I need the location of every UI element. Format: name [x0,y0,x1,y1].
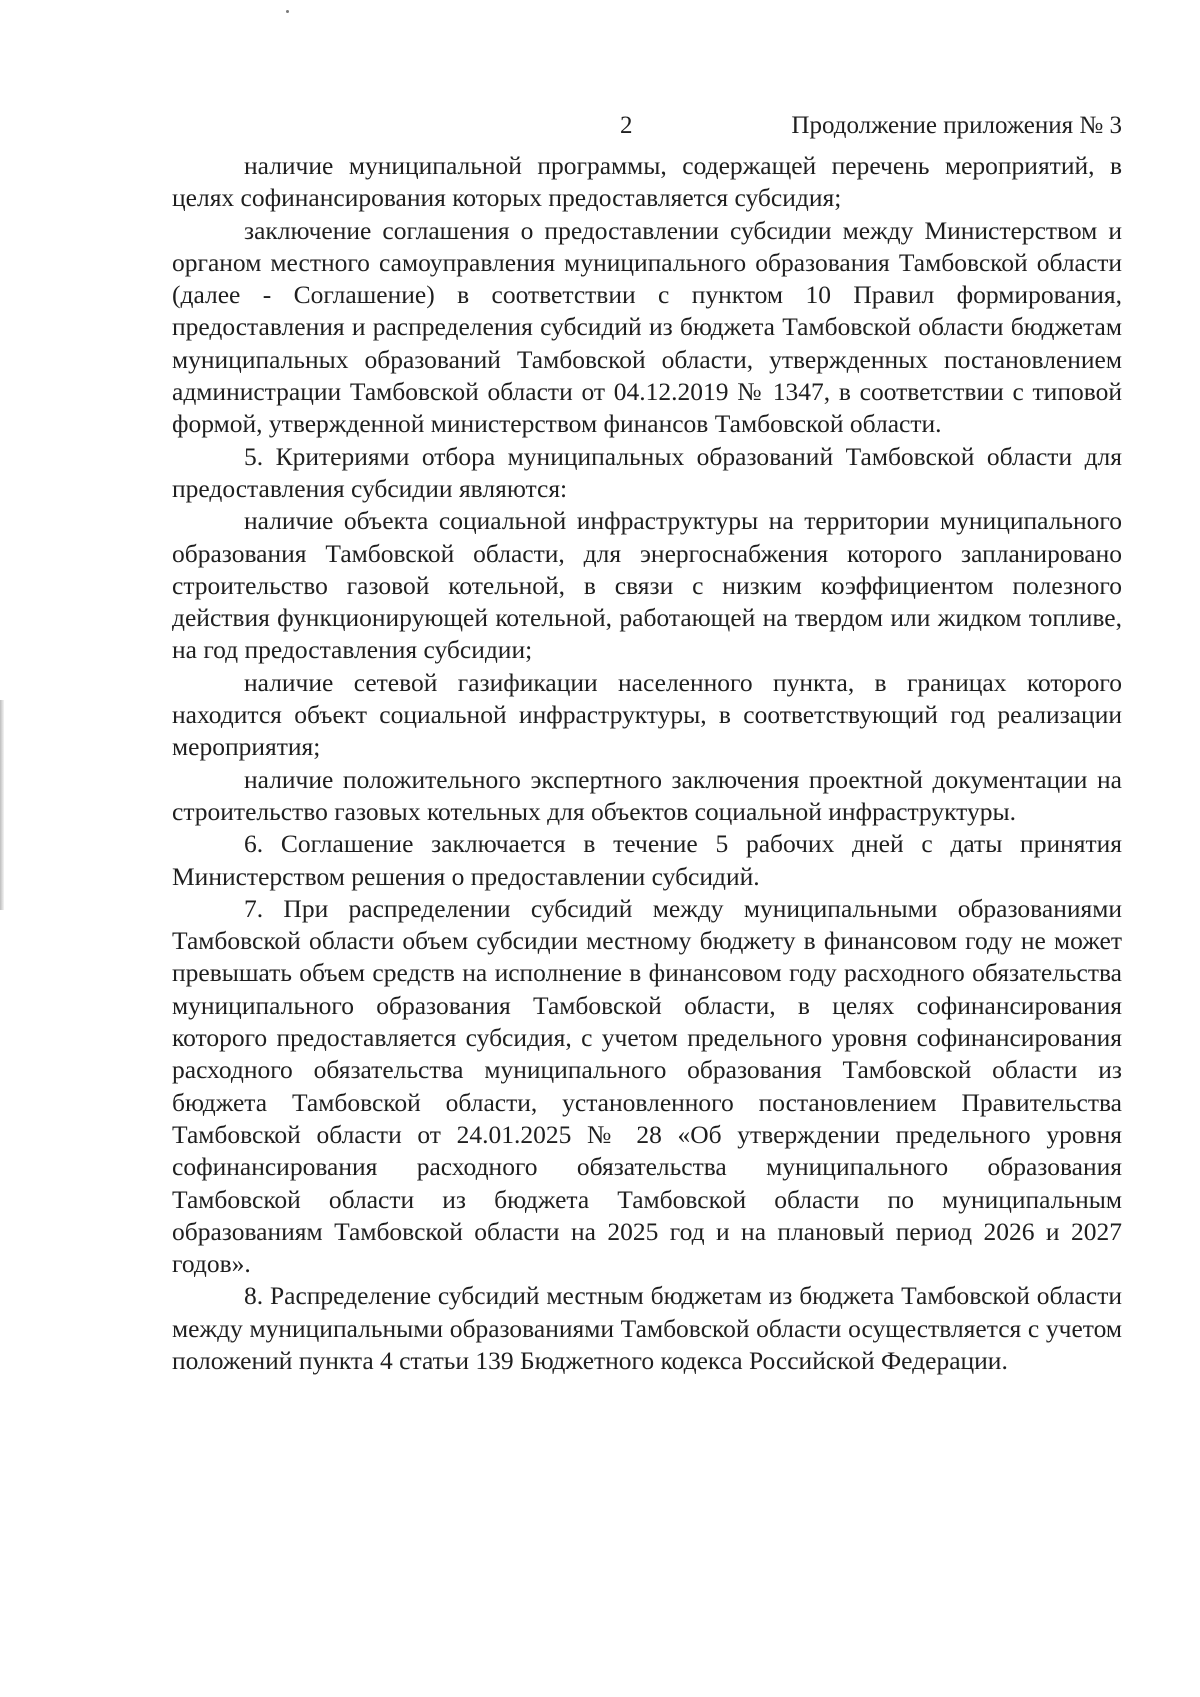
page-header [0,112,1200,148]
appendix-continuation-note: Продолжение приложения № 3 [791,112,1122,139]
paragraph-municipal-program: наличие муниципальной программы, содержащей перечень мероприятий, в целях софинансирования которых предоставляется субсидия; [172,151,1122,213]
paragraph-criterion-gasification: наличие сетевой газификации населенного пункта, в границах которого находится объект социальной инфраструктуры, в соответствующий год реализации мероприятия; [172,667,1122,762]
scan-speck [286,10,289,13]
paragraph-criterion-expert-conclusion: наличие положительного экспертного заключения проектной документации на строительство газовых котельных для объектов социальной инфраструктуры. [172,764,1122,826]
paragraph-agreement-conclusion: заключение соглашения о предоставлении субсидии между Министерством и органом местного самоуправления муниципального образования Тамбовской области (далее - Соглашение) в соответствии с пунктом 10 Правил формирования, предоставления и распределения субсидий из бюджета Тамбовской области бюджетам муниципальных образований Тамбовской области, утвержденных постановлением администрации Тамбовской области от 04.12.2019 № 1347, в соответствии с типовой формой, утвержденной министерством финансов Тамбовской области. [172,215,1122,439]
paragraph-section-7-distribution: 7. При распределении субсидий между муниципальными образованиями Тамбовской области объем субсидии местному бюджету в финансовом году не может превышать объем средств на исполнение в финансовом году расходного обязательства муниципального образования Тамбовской области, в целях софинансирования которого предоставляется субсидия, с учетом предельного уровня софинансирования расходного обязательства муниципального образования Тамбовской области из бюджета Тамбовской области, установленного постановлением Правительства Тамбовской области от 24.01.2025 № 28 «Об утверждении предельного уровня софинансирования расходного обязательства муниципального образования Тамбовской области из бюджета Тамбовской области по муниципальным образованиям Тамбовской области на 2025 год и на плановый период 2026 и 2027 годов». [172,893,1122,1279]
paragraph-section-6-agreement: 6. Соглашение заключается в течение 5 рабочих дней с даты принятия Министерством решения о предоставлении субсидий. [172,829,1122,891]
paragraph-criterion-infrastructure: наличие объекта социальной инфраструктуры на территории муниципального образования Тамбовской области, для энергоснабжения которого запланировано строительство газовой котельной, в связи с низким коэффициентом полезного действия функционирующей котельной, работающей на твердом или жидком топливе, на год предоставления субсидии; [172,506,1122,665]
paragraph-section-5-criteria: 5. Критериями отбора муниципальных образований Тамбовской области для предоставления субсидии являются: [172,441,1122,503]
paragraph-section-8-budget-code: 8. Распределение субсидий местным бюджетам из бюджета Тамбовской области между муниципальными образованиями Тамбовской области осуществляется с учетом положений пункта 4 статьи 139 Бюджетного кодекса Российской Федерации. [172,1281,1122,1375]
scan-edge-artifact [0,700,4,910]
page-number: 2 [620,112,633,139]
document-body [172,150,1122,1377]
